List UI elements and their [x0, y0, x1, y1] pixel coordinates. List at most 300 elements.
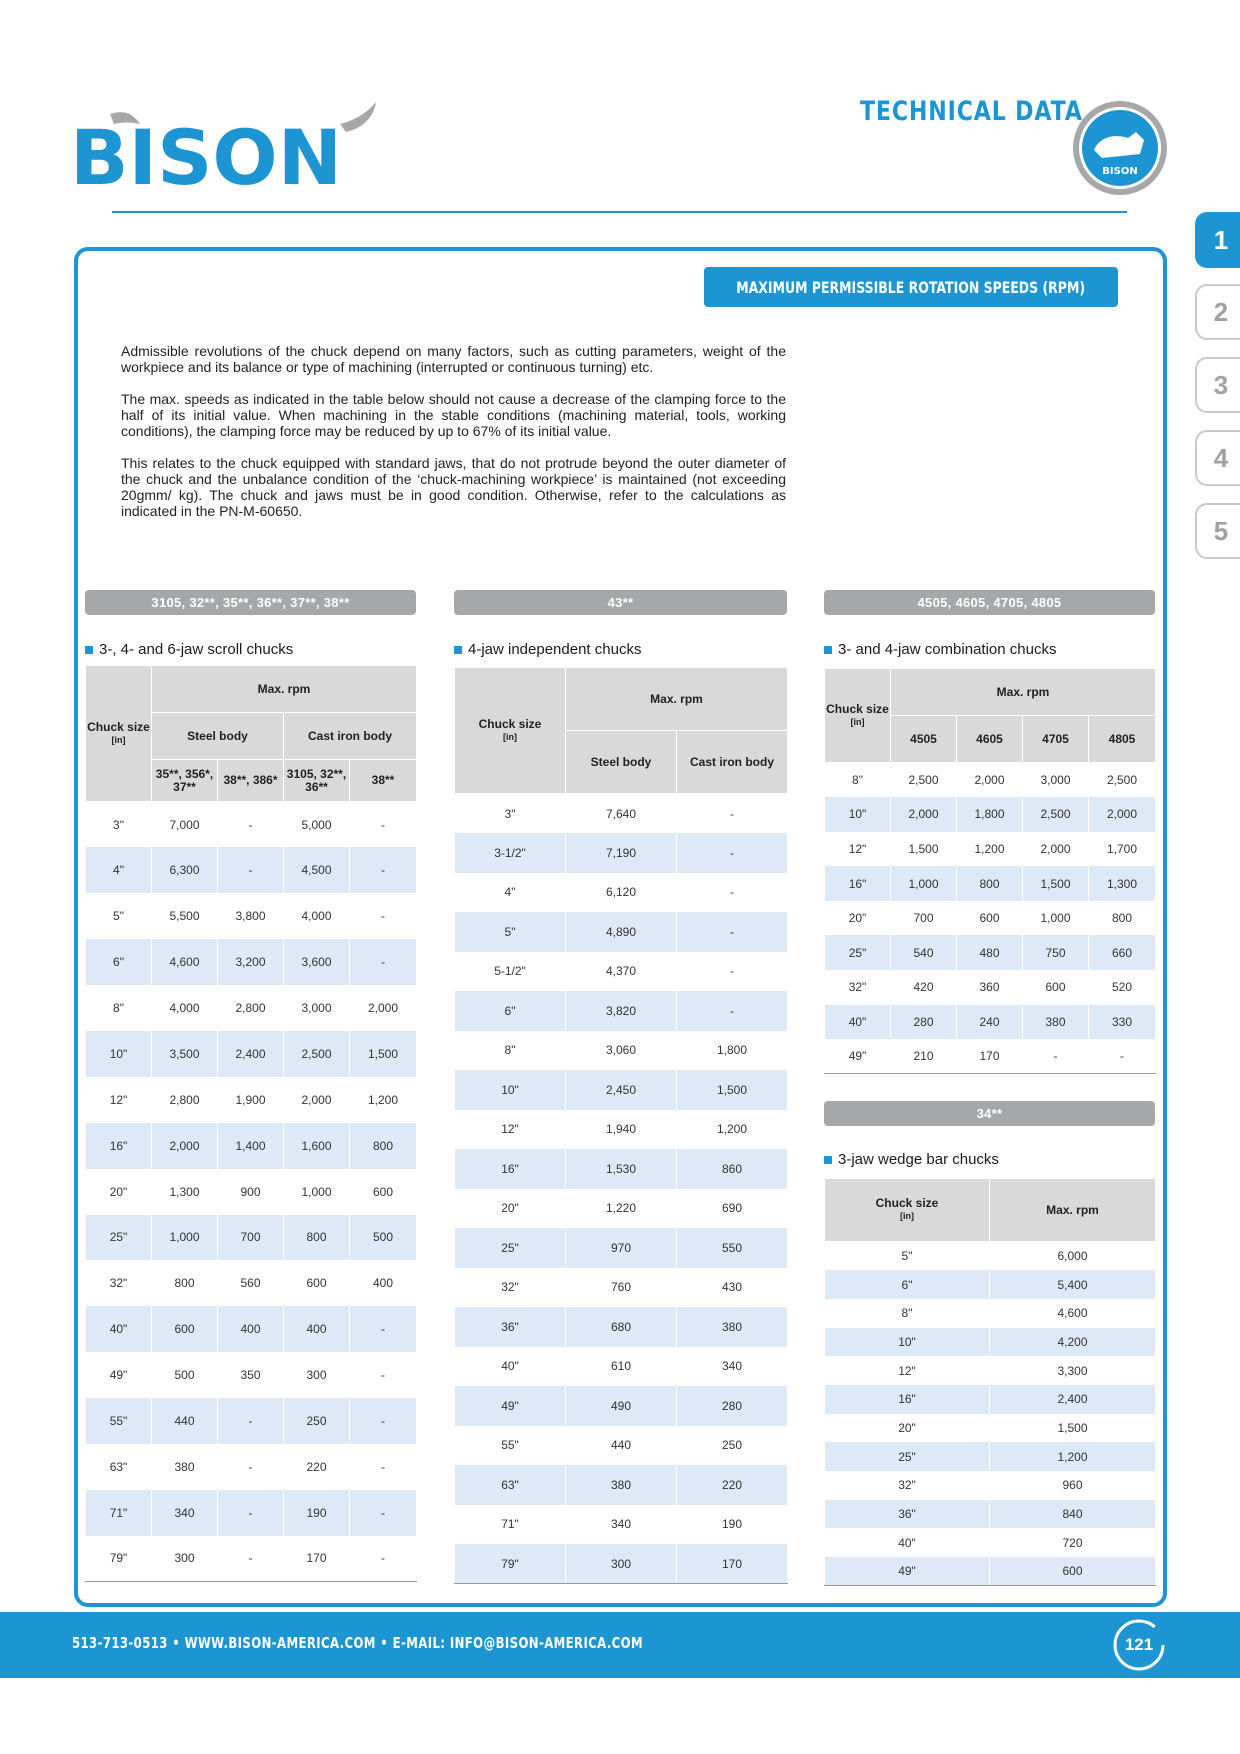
rpm-cell: 360: [957, 970, 1023, 1005]
rpm-cell: -: [350, 1490, 417, 1536]
rpm-cell: 2,400: [218, 1031, 284, 1077]
table-row: [455, 1544, 788, 1584]
rpm-cell: -: [677, 833, 788, 873]
rpm-cell: 2,500: [1023, 797, 1089, 832]
chuck-size-cell: 40": [825, 1528, 990, 1557]
rpm-cell: 3,200: [218, 939, 284, 985]
rpm-cell: 7,000: [152, 802, 218, 848]
rpm-cell: 4,600: [152, 939, 218, 985]
chapter-tab-3[interactable]: 3: [1195, 357, 1240, 413]
table-row: [455, 1386, 788, 1426]
chuck-size-cell: 36": [455, 1307, 566, 1347]
chuck-size-header: Chuck size [in]: [825, 669, 891, 763]
bullet-square-icon: [824, 1156, 832, 1164]
section-title-banner: [704, 267, 1118, 307]
table-row: [825, 1414, 1156, 1443]
rpm-cell: 800: [284, 1215, 350, 1261]
rpm-cell: -: [350, 802, 417, 848]
rpm-cell: 700: [218, 1215, 284, 1261]
table-row: [825, 1471, 1156, 1500]
steel-body-header: Steel body: [566, 731, 677, 794]
rpm-cell: 4,600: [990, 1299, 1156, 1328]
column-header: 38**, 386*: [218, 760, 284, 802]
chuck-size-cell: 10": [825, 1328, 990, 1357]
rpm-cell: 210: [891, 1039, 957, 1074]
rpm-cell: 3,000: [284, 985, 350, 1031]
rpm-cell: 2,000: [1089, 797, 1156, 832]
bison-badge-icon: [1070, 98, 1170, 198]
rpm-cell: 280: [891, 1005, 957, 1040]
column-header: 3105, 32**, 36**: [284, 760, 350, 802]
table-row: [825, 1005, 1156, 1040]
max-rpm-header: Max. rpm: [152, 666, 417, 713]
max-rpm-header: Max. rpm: [566, 668, 788, 731]
table-row: [86, 1169, 417, 1215]
rpm-cell: 1,200: [990, 1442, 1156, 1471]
table-row: [455, 991, 788, 1031]
table-row: [86, 1306, 417, 1352]
wedge-bar-chucks-table: [824, 1178, 1156, 1586]
rpm-cell: 2,000: [891, 797, 957, 832]
rpm-cell: -: [218, 847, 284, 893]
group-bar-wedge: 34**: [824, 1101, 1155, 1126]
rpm-cell: 300: [566, 1544, 677, 1584]
rpm-cell: 4,000: [284, 893, 350, 939]
rpm-cell: 690: [677, 1189, 788, 1229]
rpm-cell: 440: [566, 1426, 677, 1466]
rpm-cell: 480: [957, 935, 1023, 970]
chuck-size-cell: 16": [455, 1149, 566, 1189]
chuck-size-cell: 10": [86, 1031, 152, 1077]
chuck-size-cell: 25": [86, 1215, 152, 1261]
rpm-cell: 240: [957, 1005, 1023, 1040]
subhead-label: 3-jaw wedge bar chucks: [838, 1151, 999, 1168]
chuck-size-cell: 79": [86, 1536, 152, 1582]
table-row: [86, 1123, 417, 1169]
rpm-cell: 6,300: [152, 847, 218, 893]
rpm-cell: 6,120: [566, 873, 677, 913]
rpm-cell: 1,700: [1089, 832, 1156, 867]
rpm-cell: 520: [1089, 970, 1156, 1005]
rpm-cell: -: [1023, 1039, 1089, 1074]
chapter-tab-5[interactable]: 5: [1195, 503, 1240, 559]
max-rpm-header: Max. rpm: [990, 1179, 1156, 1242]
table-row: [455, 1031, 788, 1071]
chuck-size-cell: 49": [86, 1352, 152, 1398]
intro-paragraph: This relates to the chuck equipped with standard jaws, that do not protrude beyond the outer diameter of the chuck and the unbalance condition of the ‘chuck-machining workpiece’ is maintained (not exceeding 20gmm/ kg). The chuck and jaws must be in good condition. Otherwise, refer to the calculations as indicated in the PN-M-60650.: [121, 455, 786, 519]
rpm-cell: -: [218, 802, 284, 848]
rpm-cell: 750: [1023, 935, 1089, 970]
chuck-size-cell: 49": [455, 1386, 566, 1426]
rpm-cell: 2,000: [284, 1077, 350, 1123]
intro-paragraph: Admissible revolutions of the chuck depend on many factors, such as cutting parameters, weight of the workpiece and its balance or type of machining (interrupted or continuous turning) etc.: [121, 343, 786, 375]
column-header: 4505: [891, 716, 957, 763]
chuck-size-cell: 40": [455, 1347, 566, 1387]
chuck-size-cell: 5": [86, 893, 152, 939]
chuck-size-cell: 8": [825, 763, 891, 798]
chuck-size-cell: 25": [455, 1228, 566, 1268]
table-row: [825, 1356, 1156, 1385]
table-row: [455, 1347, 788, 1387]
rpm-cell: -: [677, 991, 788, 1031]
rpm-cell: 3,800: [218, 893, 284, 939]
rpm-cell: 220: [677, 1465, 788, 1505]
rpm-cell: 1,220: [566, 1189, 677, 1229]
table-row: [86, 1031, 417, 1077]
rpm-cell: -: [350, 1306, 417, 1352]
table-row: [455, 1228, 788, 1268]
table-row: [455, 912, 788, 952]
chuck-size-cell: 79": [455, 1544, 566, 1584]
rpm-cell: 1,200: [677, 1110, 788, 1150]
rpm-cell: 350: [218, 1352, 284, 1398]
chapter-tab-4[interactable]: 4: [1195, 430, 1240, 486]
rpm-cell: 600: [284, 1260, 350, 1306]
table-row: [86, 939, 417, 985]
rpm-cell: 3,500: [152, 1031, 218, 1077]
rpm-cell: 1,400: [218, 1123, 284, 1169]
rpm-cell: 3,600: [284, 939, 350, 985]
rpm-cell: 1,500: [350, 1031, 417, 1077]
chuck-size-cell: 20": [455, 1189, 566, 1229]
rpm-cell: 1,300: [152, 1169, 218, 1215]
table-row: [825, 935, 1156, 970]
rpm-cell: 1,200: [957, 832, 1023, 867]
chuck-size-cell: 3-1/2": [455, 833, 566, 873]
table-row: [455, 1307, 788, 1347]
rpm-cell: 860: [677, 1149, 788, 1189]
rpm-cell: 700: [891, 901, 957, 936]
chuck-size-cell: 6": [86, 939, 152, 985]
chuck-size-cell: 12": [825, 832, 891, 867]
rpm-cell: 2,000: [957, 763, 1023, 798]
rpm-cell: 1,500: [990, 1414, 1156, 1443]
rpm-cell: -: [677, 912, 788, 952]
page-header-title: TECHNICAL DATA: [860, 96, 1083, 127]
rpm-cell: 1,900: [218, 1077, 284, 1123]
rpm-cell: 610: [566, 1347, 677, 1387]
rpm-cell: 1,000: [152, 1215, 218, 1261]
rpm-cell: 190: [677, 1505, 788, 1545]
rpm-cell: 280: [677, 1386, 788, 1426]
chuck-size-cell: 6": [455, 991, 566, 1031]
rpm-cell: 380: [677, 1307, 788, 1347]
rpm-cell: 330: [1089, 1005, 1156, 1040]
chuck-size-cell: 16": [86, 1123, 152, 1169]
chuck-size-cell: 32": [455, 1268, 566, 1308]
rpm-cell: -: [677, 952, 788, 992]
rpm-cell: 1,500: [1023, 866, 1089, 901]
chuck-size-cell: 20": [86, 1169, 152, 1215]
rpm-cell: 800: [350, 1123, 417, 1169]
rpm-cell: 1,800: [677, 1031, 788, 1071]
table-row: [86, 1536, 417, 1582]
rpm-cell: -: [218, 1490, 284, 1536]
rpm-cell: -: [350, 939, 417, 985]
rpm-cell: 300: [152, 1536, 218, 1582]
rpm-cell: -: [677, 873, 788, 913]
rpm-cell: 4,370: [566, 952, 677, 992]
rpm-cell: 800: [957, 866, 1023, 901]
intro-paragraph: The max. speeds as indicated in the table below should not cause a decrease of the clamping force to the half of its initial value. When machining in the stable conditions (machining material, tools, working conditions), the clamping force may be reduced by up to 67% of its initial value.: [121, 391, 786, 439]
rpm-cell: 4,500: [284, 847, 350, 893]
table-row: [86, 1490, 417, 1536]
table-row: [455, 1110, 788, 1150]
rpm-cell: 170: [284, 1536, 350, 1582]
cast-iron-header: Cast iron body: [284, 713, 417, 760]
subhead-label: 3-, 4- and 6-jaw scroll chucks: [99, 641, 294, 658]
rpm-cell: -: [677, 794, 788, 834]
rpm-cell: 400: [218, 1306, 284, 1352]
chuck-size-cell: 5": [455, 912, 566, 952]
column-header: 4705: [1023, 716, 1089, 763]
chuck-size-cell: 20": [825, 1414, 990, 1443]
logo-text: BISON: [70, 113, 342, 190]
rpm-cell: 680: [566, 1307, 677, 1347]
table-row: [825, 1039, 1156, 1074]
chuck-size-cell: 12": [455, 1110, 566, 1150]
rpm-cell: 2,800: [218, 985, 284, 1031]
chuck-size-cell: 63": [455, 1465, 566, 1505]
rpm-cell: 380: [152, 1444, 218, 1490]
badge-text: BISON: [1102, 166, 1138, 177]
rpm-cell: 840: [990, 1500, 1156, 1529]
rpm-cell: 600: [350, 1169, 417, 1215]
table-row: [825, 1528, 1156, 1557]
table-row: [825, 970, 1156, 1005]
rpm-cell: 6,000: [990, 1242, 1156, 1271]
bison-logo: [70, 100, 390, 190]
rpm-cell: 550: [677, 1228, 788, 1268]
chuck-size-cell: 71": [86, 1490, 152, 1536]
rpm-cell: 440: [152, 1398, 218, 1444]
rpm-cell: 2,500: [284, 1031, 350, 1077]
chuck-size-cell: 55": [455, 1426, 566, 1466]
table-row: [86, 1077, 417, 1123]
table-row: [455, 1268, 788, 1308]
rpm-cell: 5,500: [152, 893, 218, 939]
footer-contact: 513-713-0513 • WWW.BISON-AMERICA.COM • E-MAIL: INFO@BISON-AMERICA.COM: [72, 1634, 644, 1652]
chuck-size-cell: 32": [825, 970, 891, 1005]
chuck-size-cell: 55": [86, 1398, 152, 1444]
column-header: 4805: [1089, 716, 1156, 763]
column-header: 35**, 356*, 37**: [152, 760, 218, 802]
rpm-cell: 430: [677, 1268, 788, 1308]
table-row: [86, 1398, 417, 1444]
chuck-size-cell: 25": [825, 935, 891, 970]
table-row: [455, 952, 788, 992]
chuck-size-cell: 49": [825, 1557, 990, 1586]
rpm-cell: 380: [1023, 1005, 1089, 1040]
rpm-cell: 250: [284, 1398, 350, 1444]
rpm-cell: 4,890: [566, 912, 677, 952]
rpm-cell: 1,940: [566, 1110, 677, 1150]
rpm-cell: 760: [566, 1268, 677, 1308]
column-header: 38**: [350, 760, 417, 802]
rpm-cell: 2,500: [1089, 763, 1156, 798]
table-row: [86, 1260, 417, 1306]
chuck-size-cell: 16": [825, 866, 891, 901]
table-row: [455, 1189, 788, 1229]
table-row: [86, 802, 417, 848]
subhead-label: 4-jaw independent chucks: [468, 641, 642, 658]
chuck-size-cell: 10": [825, 797, 891, 832]
chuck-size-cell: 3": [86, 802, 152, 848]
rpm-cell: 540: [891, 935, 957, 970]
rpm-cell: 4,200: [990, 1328, 1156, 1357]
rpm-cell: 170: [957, 1039, 1023, 1074]
rpm-cell: 420: [891, 970, 957, 1005]
rpm-cell: 1,800: [957, 797, 1023, 832]
rpm-cell: 600: [957, 901, 1023, 936]
rpm-cell: 2,400: [990, 1385, 1156, 1414]
section-title: MAXIMUM PERMISSIBLE ROTATION SPEEDS (RPM): [736, 277, 1086, 297]
rpm-cell: 970: [566, 1228, 677, 1268]
rpm-cell: 340: [566, 1505, 677, 1545]
chuck-size-cell: 5-1/2": [455, 952, 566, 992]
rpm-cell: 400: [284, 1306, 350, 1352]
rpm-cell: 490: [566, 1386, 677, 1426]
chuck-size-header: Chuck size [in]: [825, 1179, 990, 1242]
rpm-cell: 1,200: [350, 1077, 417, 1123]
chuck-size-cell: 4": [86, 847, 152, 893]
chuck-size-cell: 12": [86, 1077, 152, 1123]
table-row: [86, 893, 417, 939]
rpm-cell: 1,500: [891, 832, 957, 867]
table-row: [455, 833, 788, 873]
chuck-size-cell: 20": [825, 901, 891, 936]
rpm-cell: 2,450: [566, 1070, 677, 1110]
subhead-independent: [454, 641, 641, 658]
rpm-cell: -: [218, 1398, 284, 1444]
rpm-cell: 3,820: [566, 991, 677, 1031]
rpm-cell: -: [350, 1352, 417, 1398]
rpm-cell: 2,000: [1023, 832, 1089, 867]
rpm-cell: -: [218, 1444, 284, 1490]
rpm-cell: 220: [284, 1444, 350, 1490]
table-row: [455, 873, 788, 913]
rpm-cell: 1,300: [1089, 866, 1156, 901]
cast-iron-header: Cast iron body: [677, 731, 788, 794]
table-row: [825, 1270, 1156, 1299]
rpm-cell: 500: [152, 1352, 218, 1398]
page-number-badge: [1112, 1618, 1166, 1672]
chuck-size-cell: 40": [825, 1005, 891, 1040]
table-row: [86, 1444, 417, 1490]
chuck-size-cell: 3": [455, 794, 566, 834]
rpm-cell: -: [350, 1536, 417, 1582]
rpm-cell: 660: [1089, 935, 1156, 970]
rpm-cell: 500: [350, 1215, 417, 1261]
group-bar-independent: 43**: [454, 590, 787, 615]
chuck-size-cell: 8": [86, 985, 152, 1031]
table-row: [825, 797, 1156, 832]
table-row: [455, 1465, 788, 1505]
rpm-cell: 900: [218, 1169, 284, 1215]
rpm-cell: 2,000: [152, 1123, 218, 1169]
rpm-cell: 960: [990, 1471, 1156, 1500]
table-row: [825, 1299, 1156, 1328]
rpm-cell: 3,300: [990, 1356, 1156, 1385]
intro-text: [121, 343, 786, 535]
table-row: [825, 1385, 1156, 1414]
chuck-size-cell: 6": [825, 1270, 990, 1299]
rpm-cell: 340: [677, 1347, 788, 1387]
column-header: 4605: [957, 716, 1023, 763]
chuck-size-cell: 4": [455, 873, 566, 913]
table-row: [86, 847, 417, 893]
rpm-cell: 400: [350, 1260, 417, 1306]
chuck-size-cell: 40": [86, 1306, 152, 1352]
bullet-square-icon: [824, 646, 832, 654]
group-bar-scroll: 3105, 32**, 35**, 36**, 37**, 38**: [85, 590, 416, 615]
rpm-cell: 300: [284, 1352, 350, 1398]
page-number: 121: [1124, 1635, 1154, 1654]
chuck-size-cell: 63": [86, 1444, 152, 1490]
rpm-cell: -: [350, 1398, 417, 1444]
header-divider: [112, 211, 1127, 213]
chuck-size-cell: 71": [455, 1505, 566, 1545]
rpm-cell: 1,530: [566, 1149, 677, 1189]
rpm-cell: -: [350, 893, 417, 939]
rpm-cell: -: [218, 1536, 284, 1582]
chuck-size-cell: 36": [825, 1500, 990, 1529]
rpm-cell: 380: [566, 1465, 677, 1505]
rpm-cell: 4,000: [152, 985, 218, 1031]
rpm-cell: 2,000: [350, 985, 417, 1031]
rpm-cell: 2,800: [152, 1077, 218, 1123]
subhead-combination: [824, 641, 1056, 658]
chuck-size-cell: 49": [825, 1039, 891, 1074]
rpm-cell: 340: [152, 1490, 218, 1536]
subhead-wedge: [824, 1151, 999, 1168]
table-row: [455, 1149, 788, 1189]
chuck-size-cell: 10": [455, 1070, 566, 1110]
rpm-cell: 250: [677, 1426, 788, 1466]
rpm-cell: 3,000: [1023, 763, 1089, 798]
rpm-cell: 7,190: [566, 833, 677, 873]
table-row: [86, 985, 417, 1031]
rpm-cell: 1,600: [284, 1123, 350, 1169]
rpm-cell: -: [350, 1444, 417, 1490]
scroll-chucks-table: [85, 665, 417, 1582]
bullet-square-icon: [85, 646, 93, 654]
chapter-tab-1[interactable]: 1: [1195, 212, 1240, 268]
bullet-square-icon: [454, 646, 462, 654]
rpm-cell: 1,000: [1023, 901, 1089, 936]
rpm-cell: 7,640: [566, 794, 677, 834]
chuck-size-cell: 25": [825, 1442, 990, 1471]
group-bar-combination: 4505, 4605, 4705, 4805: [824, 590, 1155, 615]
table-row: [825, 1328, 1156, 1357]
table-row: [455, 1070, 788, 1110]
table-row: [455, 1505, 788, 1545]
rpm-cell: 1,000: [284, 1169, 350, 1215]
chuck-size-cell: 32": [86, 1260, 152, 1306]
subhead-label: 3- and 4-jaw combination chucks: [838, 641, 1057, 658]
rpm-cell: 2,500: [891, 763, 957, 798]
rpm-cell: 5,400: [990, 1270, 1156, 1299]
table-row: [825, 901, 1156, 936]
table-row: [455, 794, 788, 834]
rpm-cell: 800: [152, 1260, 218, 1306]
table-row: [825, 763, 1156, 798]
rpm-cell: 5,000: [284, 802, 350, 848]
chuck-size-header: Chuck size [in]: [455, 668, 566, 794]
chuck-size-header: Chuck size [in]: [86, 666, 152, 802]
chapter-tab-2[interactable]: 2: [1195, 284, 1240, 340]
rpm-cell: 190: [284, 1490, 350, 1536]
